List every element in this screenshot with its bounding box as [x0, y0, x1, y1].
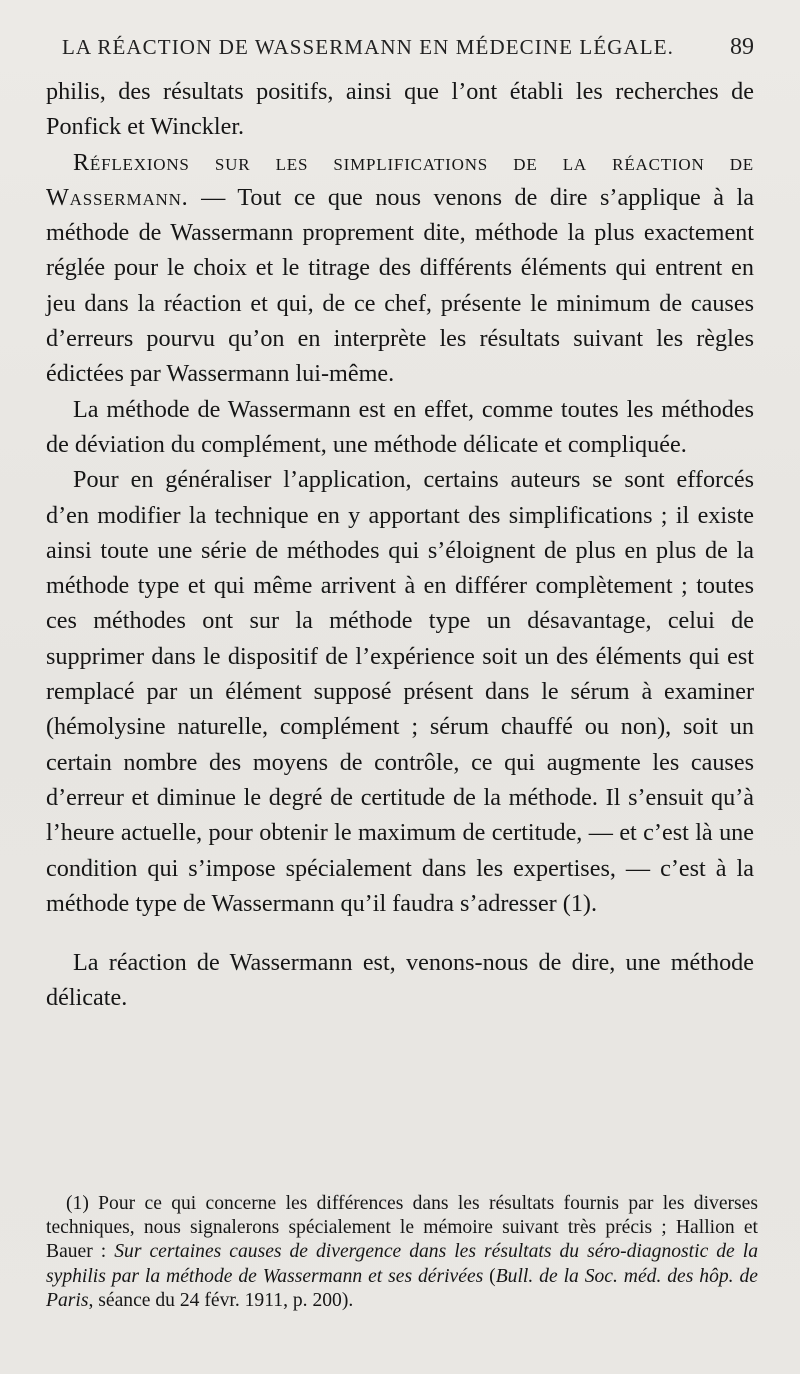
page-header — [62, 34, 754, 66]
footnote-text-after: , séance du 24 févr. 1911, p. 200). — [88, 1289, 354, 1311]
footnote-text-before: (1) Pour ce qui concerne les différences dans les résultats fournis par les diverses techniques, nous signalerons spécialement le mémoire suivant très précis ; Hallion et Bauer : — [46, 1193, 758, 1263]
running-head: LA RÉACTION DE WASSERMANN EN MÉDECINE LÉGALE. — [62, 35, 674, 59]
page-number: 89 — [730, 34, 754, 60]
paragraph-methode-delicate: La méthode de Wassermann est en effet, comme toutes les méthodes de déviation du complément, une méthode délicate et compliquée. — [46, 395, 754, 458]
section-heading: Réflexions sur les simplifications de la réaction de Wassermann. — [46, 148, 754, 211]
footnote-title: Sur certaines causes de divergence dans les résultats du séro-diagnostic de la syphilis par la méthode de Wassermann et ses dérivées — [46, 1241, 758, 1287]
paragraph-final: La réaction de Wassermann est, venons-nous de dire, une méthode délicate. — [46, 949, 754, 1012]
paragraph-continuation: philis, des résultats positifs, ainsi que l’ont établi les recherches de Ponfick et Winckler. — [46, 78, 754, 141]
footnote — [46, 1192, 758, 1313]
paragraph-reflexions — [46, 145, 754, 392]
main-text — [46, 74, 754, 1016]
paragraph-gap — [46, 921, 754, 945]
footnote-journal: Bull. de la Soc. méd. des hôp. de Paris — [46, 1265, 758, 1311]
paragraph-reflexions-text: — Tout ce que nous venons de dire s’applique à la méthode de Wassermann proprement dite, méthode la plus exactement réglée pour le choix et le titrage des différents éléments qui entrent en jeu dans la réaction et qui, de ce chef, présente le minimum de causes d’erreurs pourvu qu’on en interprète les résultats suivant les règles édictées par Wassermann lui-même. — [46, 183, 754, 388]
footnote-text-middle: ( — [483, 1265, 496, 1287]
paragraph-simplifications: Pour en généraliser l’application, certains auteurs se sont efforcés d’en modifier la technique en y apportant des simplifications ; il existe ainsi toute une série de méthodes qui s’éloignent de plus en plus de la méthode type et qui même arrivent à en différer complètement ; toutes ces méthodes ont sur la méthode type un désavantage, celui de supprimer dans le dispositif de l’expérience soit un des éléments qui est remplacé par un élément supposé présent dans le sérum à examiner (hémolysine naturelle, complément ; sérum chauffé ou non), soit un certain nombre des moyens de contrôle, ce qui augmente les causes d’erreur et diminue le degré de certitude de la méthode. Il s’ensuit qu’à l’heure actuelle, pour obtenir le maximum de certitude, — et c’est là une condition qui s’impose spécialement dans les expertises, — c’est à la méthode type de Wassermann qu’il faudra s’adresser (1). — [46, 466, 754, 917]
